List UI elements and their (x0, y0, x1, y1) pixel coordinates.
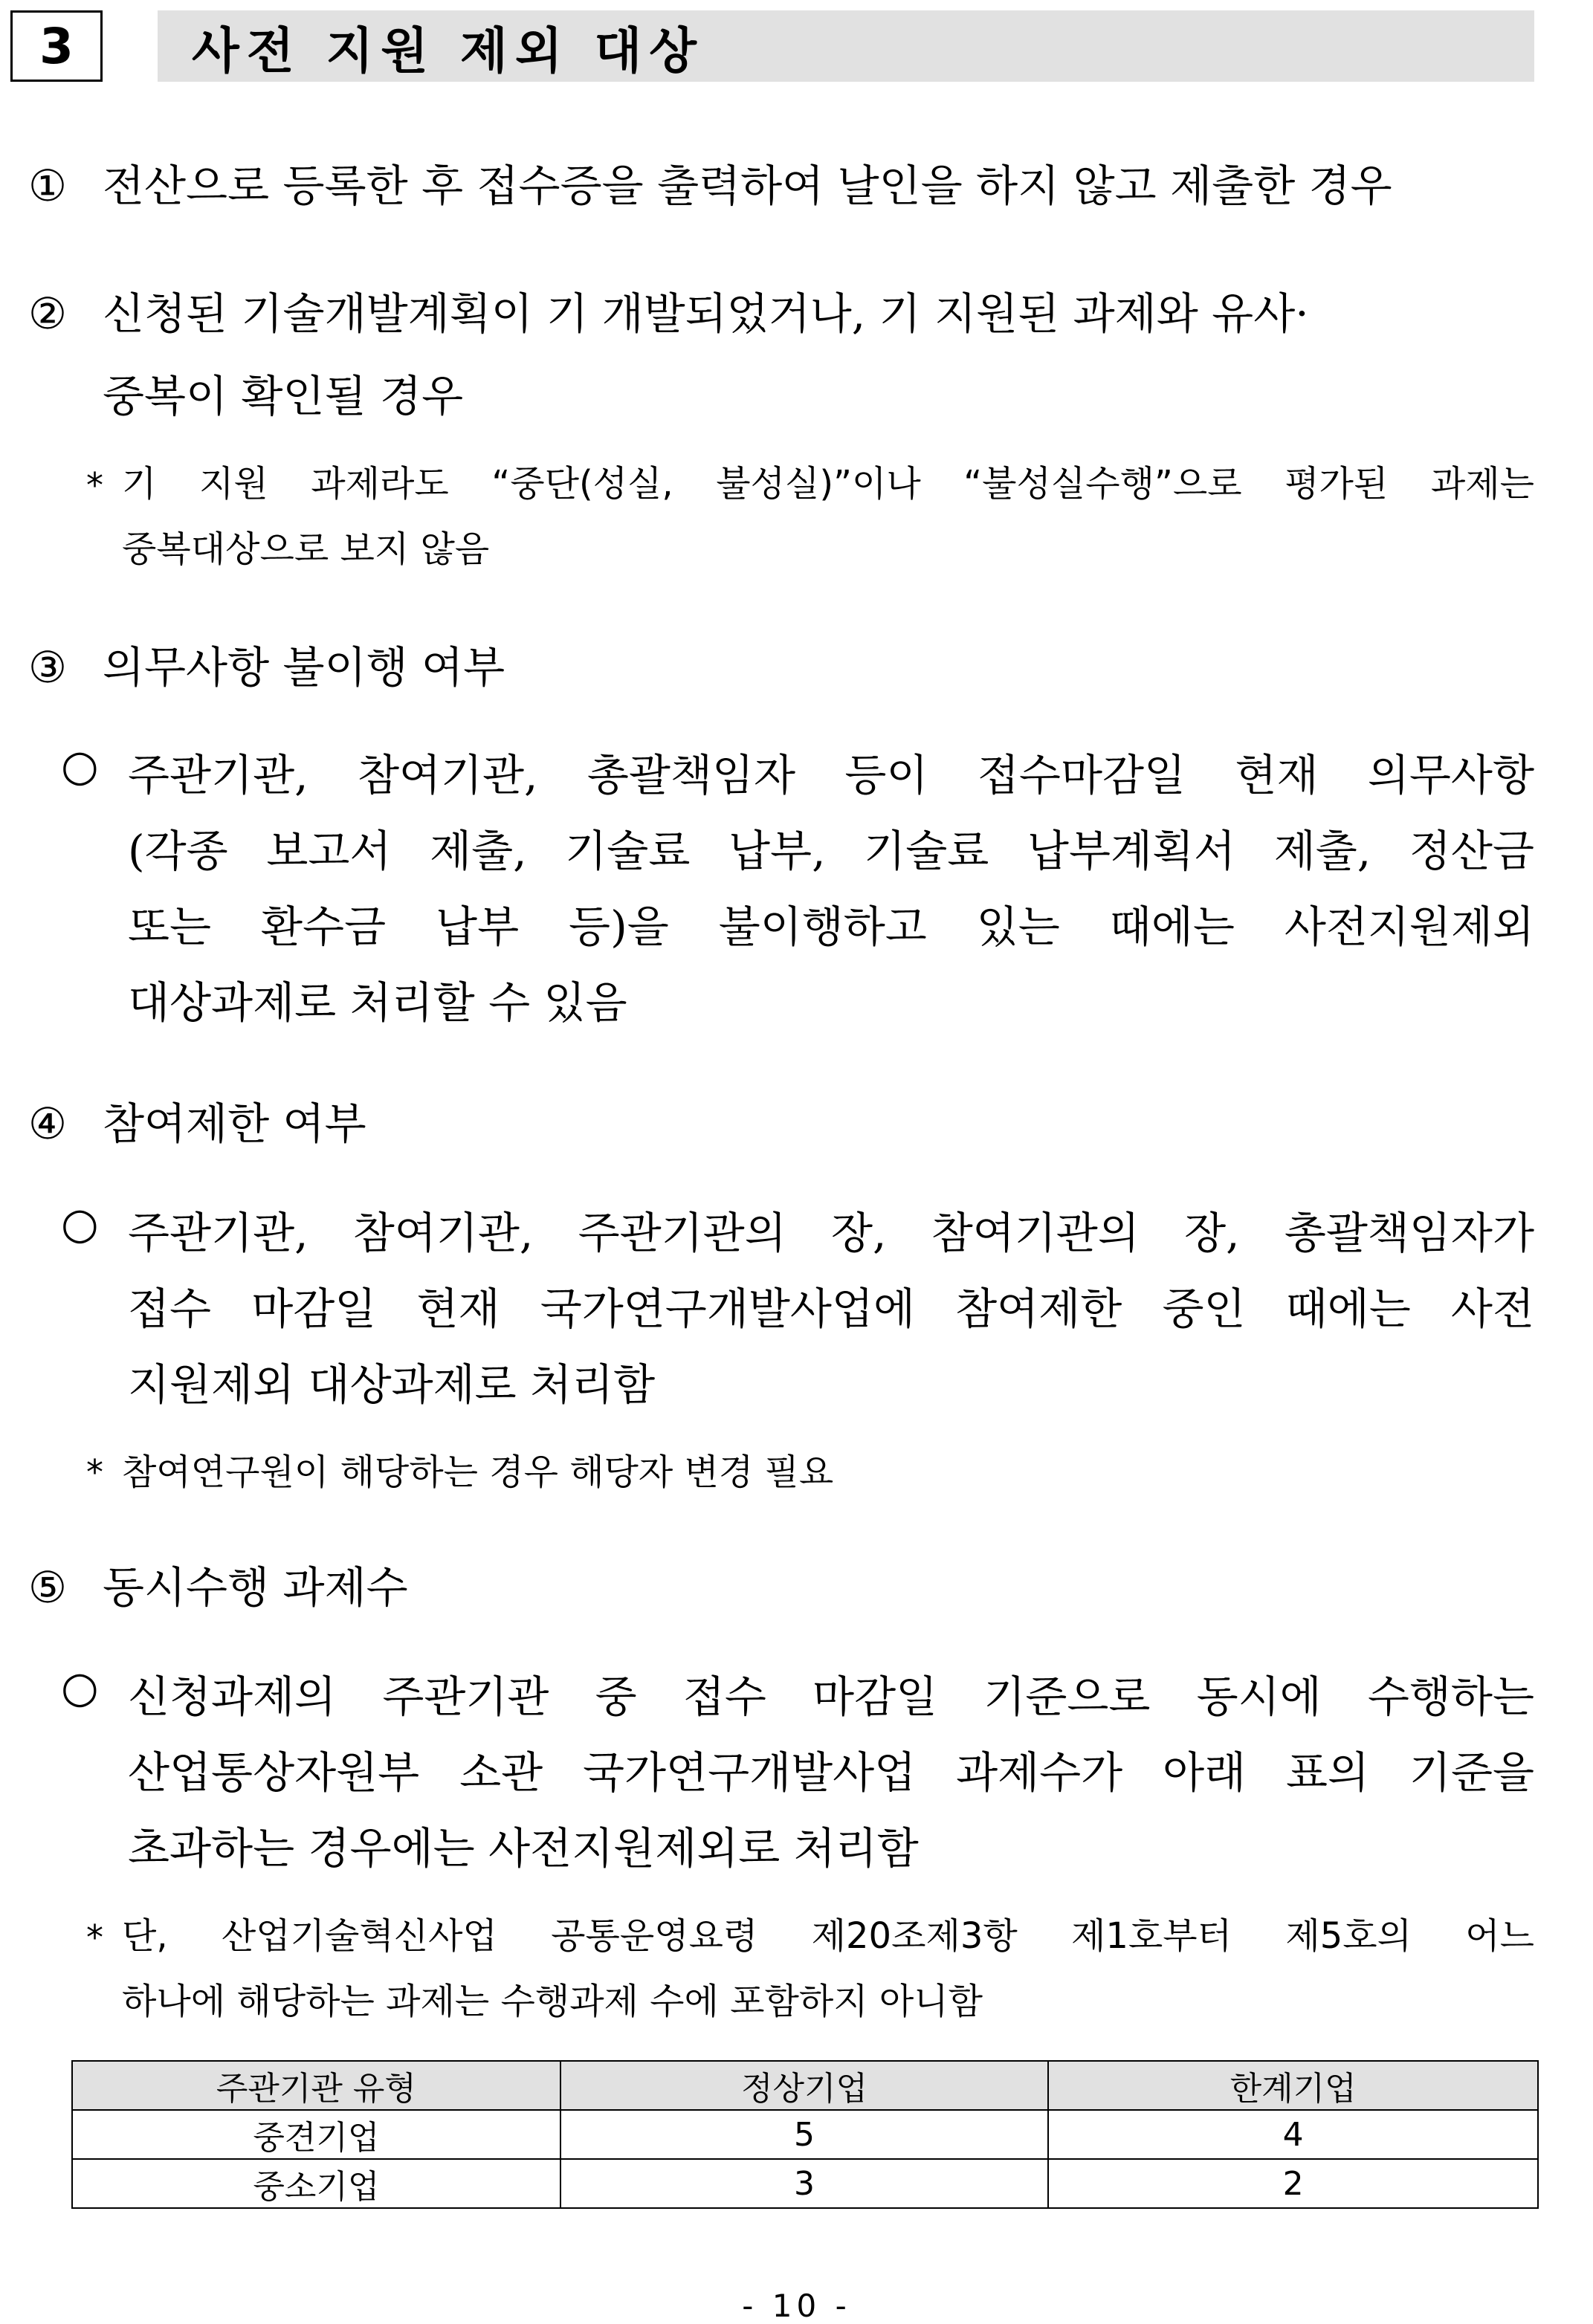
table-header-marginal: 한계기업 (1048, 2061, 1538, 2110)
item-2-note-line-1: 기 지원 과제라도 “중단(성실, 불성실)”이나 “불성실수행”으로 평가된 과제는 (122, 463, 1534, 505)
item-2-line-1: 신청된 기술개발계획이 기 개발되었거나, 기 지원된 과제와 유사· (103, 288, 1309, 339)
table-cell: 중소기업 (72, 2159, 560, 2208)
item-4-bullet: ○ (61, 1198, 99, 1249)
project-limit-table (71, 2060, 1539, 2209)
item-2-line-2: 중복이 확인될 경우 (103, 371, 464, 421)
item-5-note-line-1: 단, 산업기술혁신사업 공통운영요령 제20조제3항 제1호부터 제5호의 어느 (122, 1915, 1534, 1957)
item-5-line-2: 산업통상자원부 소관 국가연구개발사업 과제수가 아래 표의 기준을 (128, 1747, 1534, 1798)
item-5 (28, 1550, 408, 1625)
item-2-note-mark: * (86, 465, 103, 505)
table-header-org-type: 주관기관 유형 (72, 2061, 560, 2110)
table-row (72, 2110, 1538, 2159)
item-4 (28, 1087, 366, 1161)
item-1-number: ① (28, 161, 67, 211)
item-1-text: 전산으로 등록한 후 접수증을 출력하여 날인을 하지 않고 제출한 경우 (103, 161, 1392, 211)
section-number: 3 (10, 10, 103, 82)
item-3-bullet: ○ (61, 740, 99, 791)
table-cell: 3 (560, 2159, 1049, 2208)
item-5-bullet: ○ (61, 1662, 99, 1712)
item-3-line-3: 또는 환수금 납부 등)을 불이행하고 있는 때에는 사전지원제외 (128, 902, 1534, 952)
item-3-line-2: (각종 보고서 제출, 기술료 납부, 기술료 납부계획서 제출, 정산금 (128, 826, 1534, 876)
table-cell: 5 (560, 2110, 1049, 2159)
item-3-title: 의무사항 불이행 여부 (103, 642, 505, 693)
item-2-note-line-2: 중복대상으로 보지 않음 (122, 528, 490, 570)
page-number: - 10 - (742, 2288, 851, 2324)
item-5-number: ⑤ (28, 1562, 67, 1613)
table-cell: 2 (1048, 2159, 1538, 2208)
item-4-line-1: 주관기관, 참여기관, 주관기관의 장, 참여기관의 장, 총괄책임자가 (128, 1208, 1534, 1258)
table-cell: 중견기업 (72, 2110, 560, 2159)
item-5-note-mark: * (86, 1917, 103, 1958)
item-4-note: 참여연구원이 해당하는 경우 해당자 변경 필요 (122, 1451, 834, 1493)
item-4-line-3: 지원제외 대상과제로 처리함 (128, 1359, 656, 1410)
item-1 (28, 149, 1392, 223)
table-row (72, 2159, 1538, 2208)
item-3-line-1: 주관기관, 참여기관, 총괄책임자 등이 접수마감일 현재 의무사항 (128, 750, 1534, 800)
item-5-title: 동시수행 과제수 (103, 1562, 408, 1613)
item-5-line-1: 신청과제의 주관기관 중 접수 마감일 기준으로 동시에 수행하는 (128, 1671, 1534, 1722)
item-3-line-4: 대상과제로 처리할 수 있음 (128, 977, 627, 1028)
item-2 (28, 276, 1309, 351)
item-5-line-3: 초과하는 경우에는 사전지원제외로 처리함 (128, 1823, 919, 1874)
section-title: 사전 지원 제외 대상 (158, 10, 1534, 82)
item-2-number: ② (28, 288, 67, 339)
item-3 (28, 630, 505, 705)
table-header-row (72, 2061, 1538, 2110)
item-5-note-line-2: 하나에 해당하는 과제는 수행과제 수에 포함하지 아니함 (122, 1981, 983, 2022)
item-3-number: ③ (28, 642, 67, 693)
table-cell: 4 (1048, 2110, 1538, 2159)
item-4-title: 참여제한 여부 (103, 1098, 366, 1149)
item-4-number: ④ (28, 1098, 67, 1149)
item-4-line-2: 접수 마감일 현재 국가연구개발사업에 참여제한 중인 때에는 사전 (128, 1284, 1534, 1334)
item-4-note-mark: * (86, 1452, 103, 1492)
table-header-normal: 정상기업 (560, 2061, 1049, 2110)
